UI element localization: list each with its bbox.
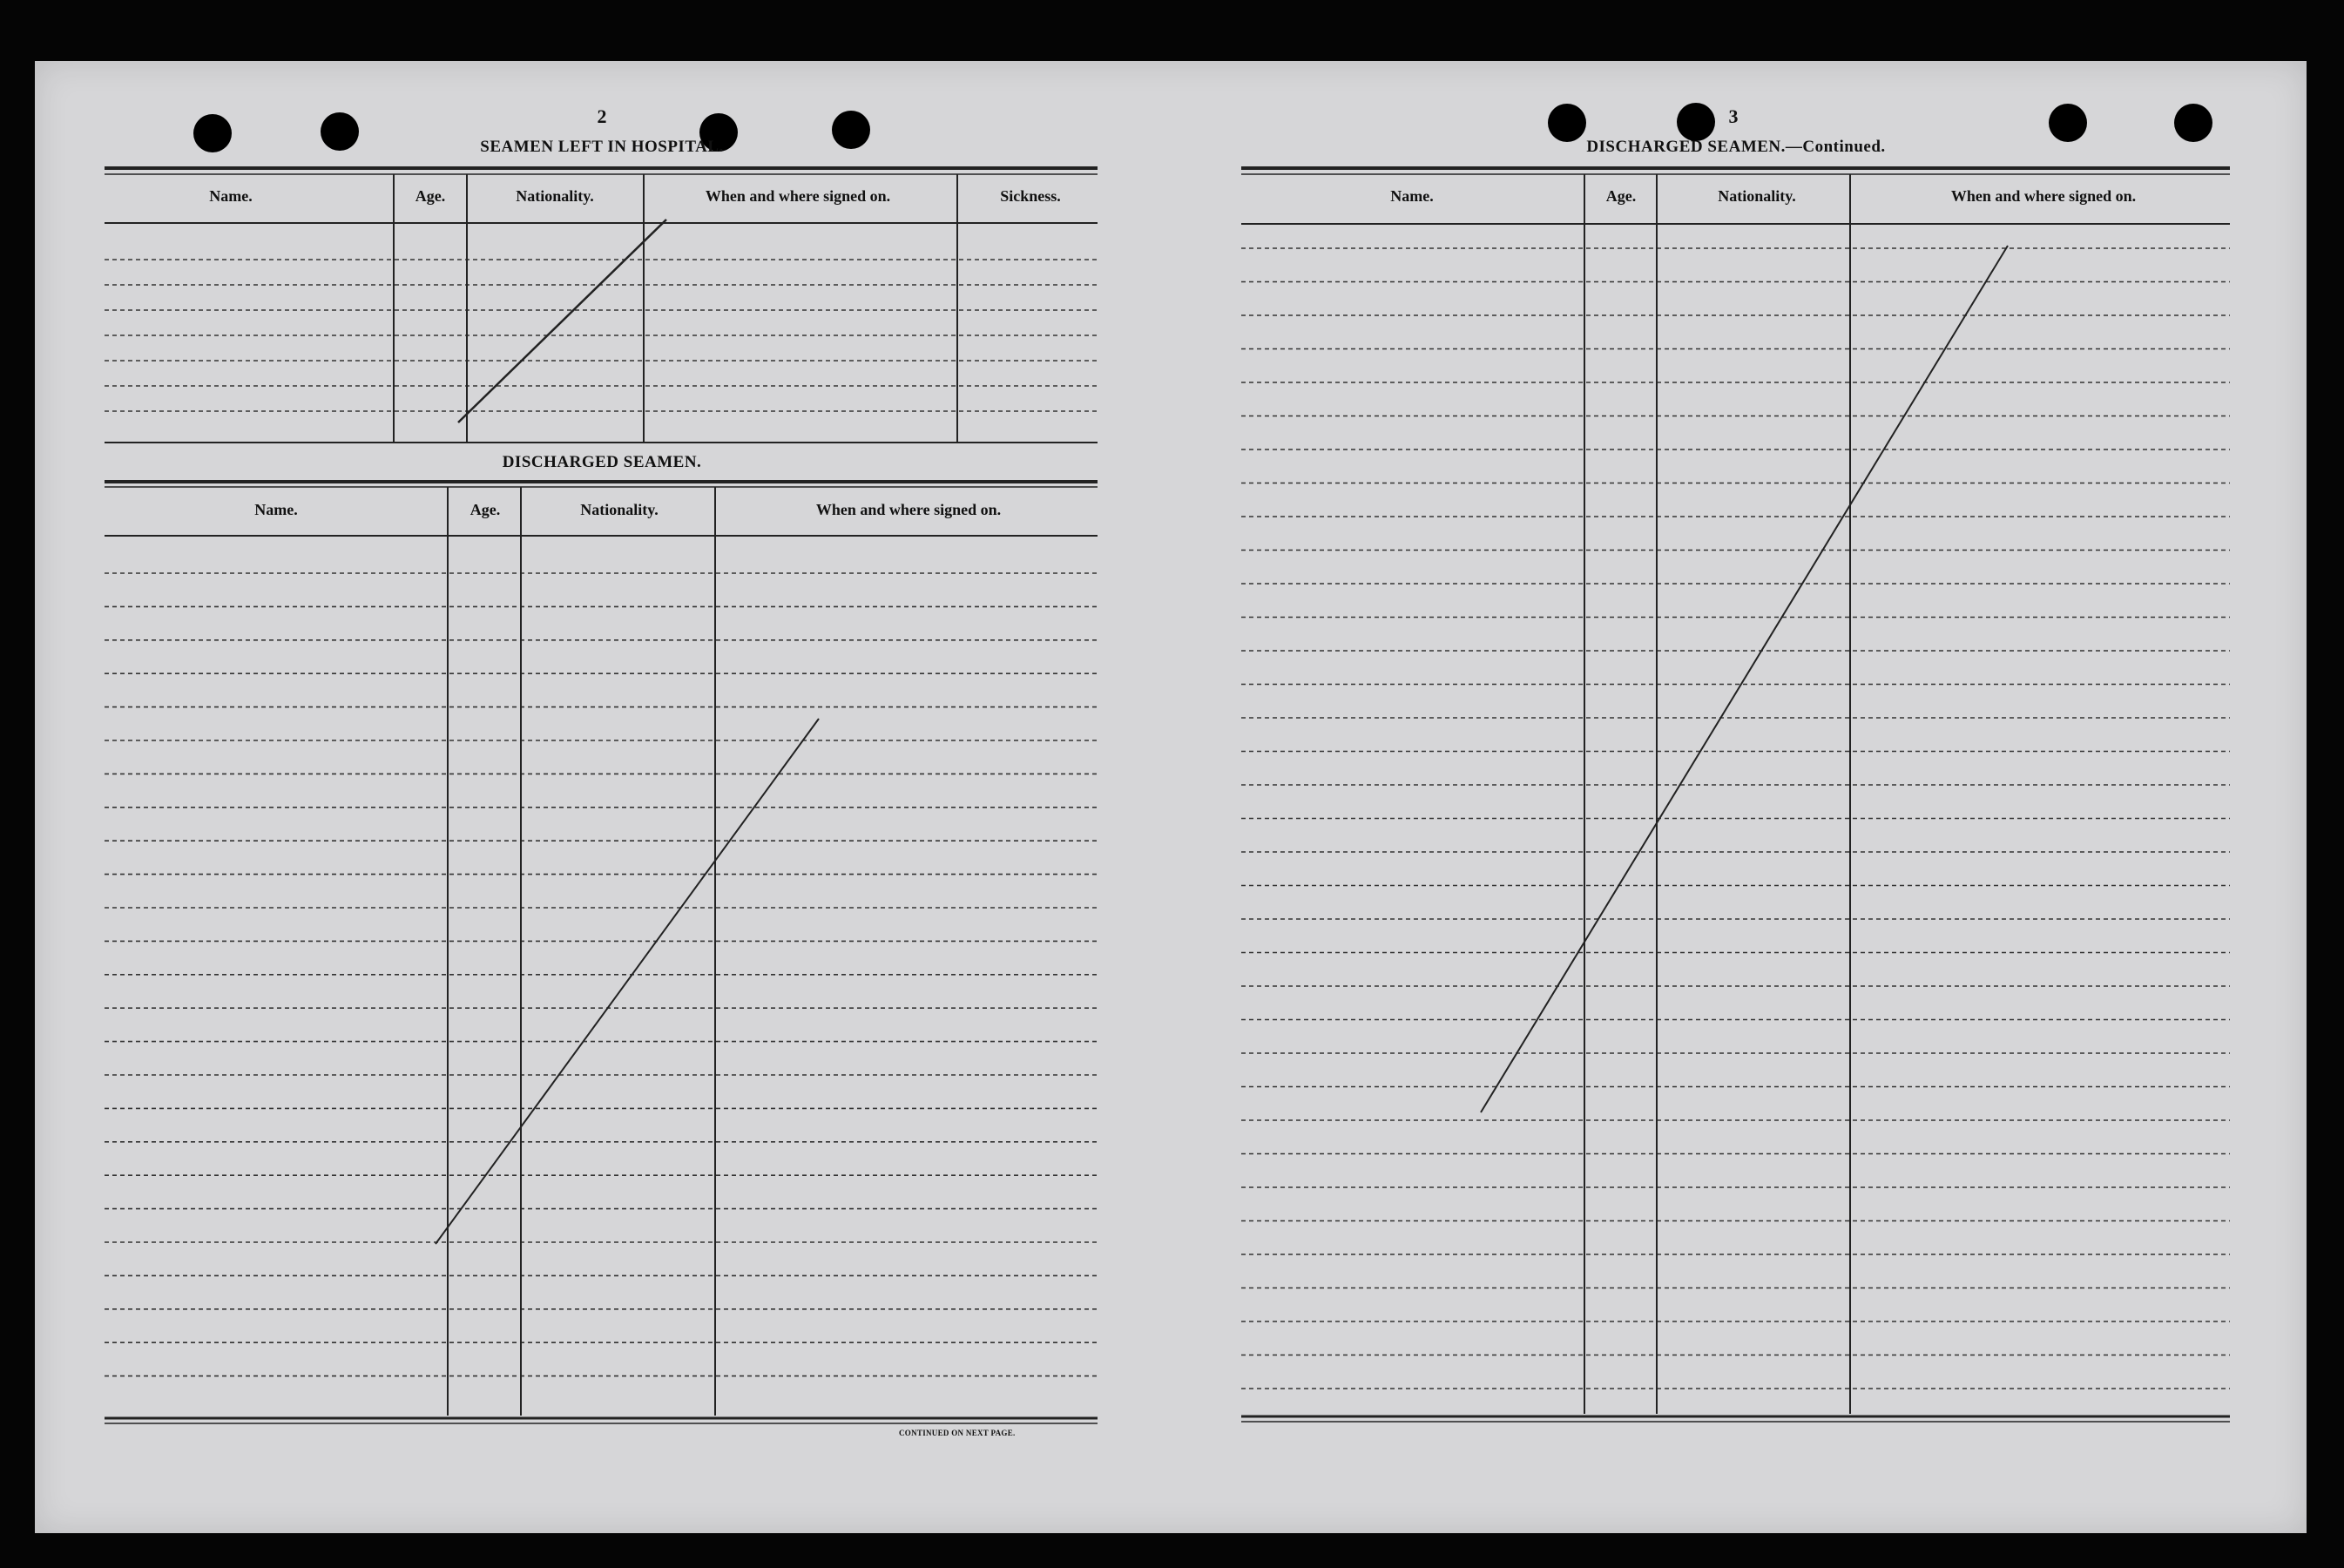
col-sickness: Sickness. <box>1000 187 1061 205</box>
col-nationality: Nationality. <box>516 187 594 205</box>
col-signed-on: When and where signed on. <box>815 501 1002 518</box>
section-title-hospital: SEAMEN LEFT IN HOSPITAL. <box>480 138 724 156</box>
page-number: 3 <box>1728 105 1739 127</box>
section-title-discharged: DISCHARGED SEAMEN. <box>502 453 702 471</box>
col-age: Age. <box>415 187 446 205</box>
col-nationality: Nationality. <box>580 501 659 518</box>
cancel-stroke <box>436 719 819 1244</box>
continued-note: CONTINUED ON NEXT PAGE. <box>899 1429 1016 1437</box>
col-age: Age. <box>1605 187 1637 205</box>
col-name: Name. <box>254 501 298 518</box>
col-name: Name. <box>209 187 253 205</box>
page-number: 2 <box>597 105 607 127</box>
col-nationality: Nationality. <box>1718 187 1796 205</box>
cancel-stroke <box>1481 246 2008 1112</box>
cancel-stroke <box>458 220 666 422</box>
section-title-discharged-continued: DISCHARGED SEAMEN.—Continued. <box>1586 138 1886 156</box>
col-age: Age. <box>469 501 501 518</box>
col-signed-on: When and where signed on. <box>1950 187 2137 205</box>
col-name: Name. <box>1390 187 1434 205</box>
col-signed-on: When and where signed on. <box>705 187 891 205</box>
